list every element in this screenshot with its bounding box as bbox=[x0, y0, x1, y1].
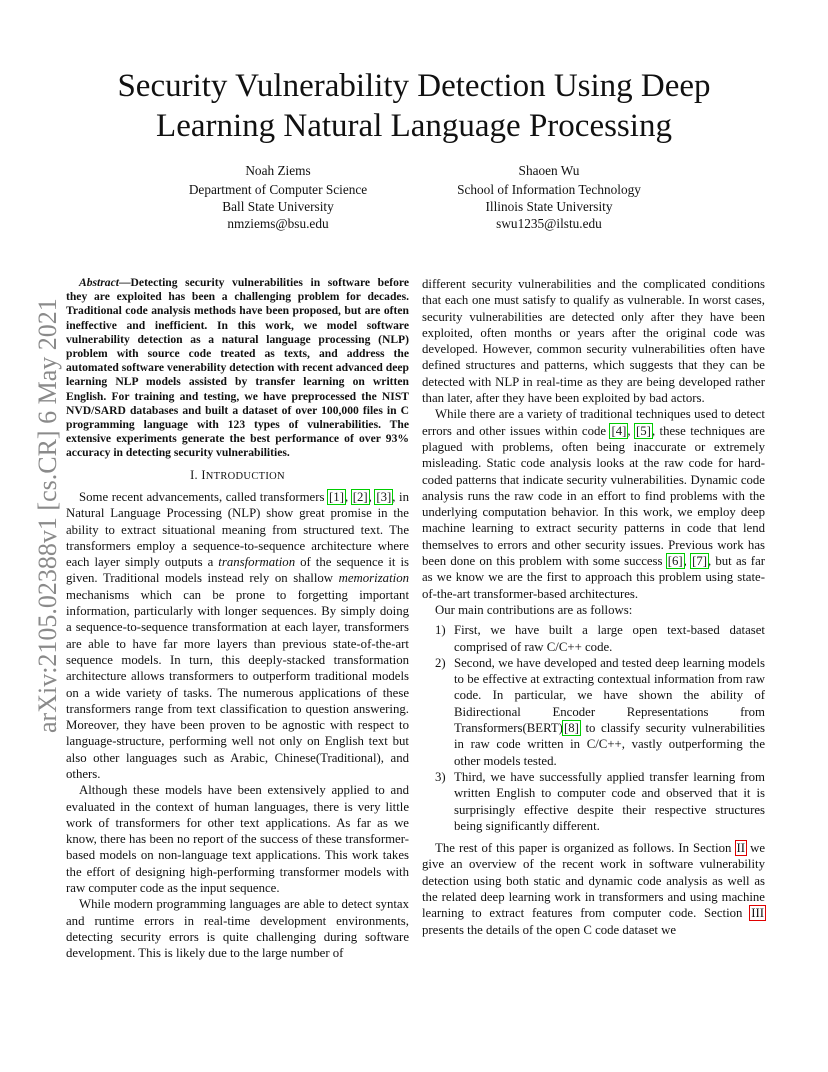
section-link[interactable]: II bbox=[736, 841, 746, 856]
abstract bbox=[66, 276, 409, 461]
left-column bbox=[66, 276, 409, 962]
author-institution: Illinois State University bbox=[485, 199, 613, 214]
contributions-intro: Our main contributions are as follows: bbox=[435, 602, 633, 617]
citation-link[interactable]: [6] bbox=[667, 554, 683, 569]
author-department: Department of Computer Science bbox=[188, 182, 368, 197]
section-heading-introduction: I. INTRODUCTION bbox=[190, 467, 285, 482]
author-department: School of Information Technology bbox=[457, 182, 641, 197]
paper-title: Security Vulnerability Detection Using Deep Learning Natural Language Processing bbox=[117, 68, 711, 144]
author-email: nmziems@bsu.edu bbox=[227, 216, 329, 231]
intro-paragraph-2: Although these models have been extensively applied to and evaluated in the context of human languages, there is very little work of transformers for other text applications. As far as we know, there has been no report of the success of these transformer-based models on non-language text applications. This work takes the effort of designing high-performing transformer models with raw computer code as the input sequence. bbox=[66, 783, 409, 896]
author-name: Noah Ziems bbox=[245, 163, 311, 178]
citation-link[interactable]: [2] bbox=[352, 489, 368, 504]
intro-paragraph-5: While there are a variety of traditional techniques used to detect errors and other issues within code [4], [5], these techniques are plagued with problems, often being inaccurate or extremely misleading. Static code analysis looks at the raw code for hard-coded patterns that indicate security vulnerabilities. Dynamic code analysis runs the raw code in an effort to find problems with the underlying computation behavior. In this work, we employ deep machine learning to extract security patterns in code that lend themselves to errors and other security issues. Previous work has been done on this problem with some success [6], [7], but as far as we know we are the first to approach this problem using state-of-the-art transformer-based architectures. bbox=[422, 407, 766, 601]
author-block-1 bbox=[148, 162, 408, 232]
abstract-text: —Detecting security vulnerabilities in software before they are exploited has been a challenging problem for decades. Traditional code analysis methods have been proposed, but are often ineffective and inefficient. In this work, we model software vulnerability detection as a natural language processing (NLP) problem with source code treated as texts, and address the automated software venerability detection with recent advanced deep learning NLP models assisted by transfer learning on written English. For training and testing, we have preprocessed the NIST NVD/SARD databases and built a dataset of over 100,000 files in C programming language with 123 types of vulnerabilities. The extensive experiments generate the best performance of over 93% accuracy in detecting security vulnerabilities. bbox=[66, 276, 409, 460]
citation-link[interactable]: [1] bbox=[329, 489, 344, 504]
intro-paragraph-4: different security vulnerabilities and the complicated conditions that each one must satisfy to qualify as vulnerable. In worst cases, security vulnerabilities are detected only after they have been exploited, often months or years after the original code was developed. However, common security vulnerabilities often have defined structures and patterns, which suggests that they can be detected with NLP in real-time as they are being developed rather than later, after they have been exploited by bad actors. bbox=[422, 277, 765, 406]
intro-paragraph-3: While modern programming languages are able to detect syntax and runtime errors in real-time development environments, detecting security errors is quite challenging during software development. This is likely due to the large number of bbox=[66, 897, 409, 961]
citation-link[interactable]: [7] bbox=[692, 554, 707, 569]
contributions-list bbox=[422, 622, 765, 834]
right-column bbox=[422, 276, 765, 938]
author-name: Shaoen Wu bbox=[518, 163, 580, 178]
organization-paragraph: The rest of this paper is organized as follows. In Section II we give an overview of the recent work in software vulnerability detection using both static and dynamic code analysis as well as the related deep learning work in transformers and using machine learning to extract features from computer code. Section III presents the details of the open C code dataset we bbox=[422, 841, 765, 937]
list-item: 3) Third, we have successfully applied transfer learning from written English to computer code and observed that it is surprisingly effective despite their respective structures being significantly different. bbox=[435, 769, 765, 833]
arxiv-identifier: arXiv:2105.02388v1 [cs.CR] 6 May 2021 bbox=[33, 298, 62, 733]
author-block-2 bbox=[418, 162, 680, 232]
abstract-lead: Abstract bbox=[79, 276, 119, 289]
list-item: 1) First, we have built a large open text-based dataset comprised of raw C/C++ code. bbox=[435, 623, 765, 654]
citation-link[interactable]: [3] bbox=[376, 489, 392, 504]
intro-paragraph-1: Some recent advancements, called transformers [1], [2], [3], in Natural Language Processing (NLP) show great promise in the ability to extract situational meaning from structured text. The transformers employ a sequence-to-sequence architecture where each layer simply outputs a transformation of the sequence it is given. Traditional models instead rely on shallow memorization mechanisms which can be prone to forgetting important information, particularly with longer sequences. By simply doing a sequence-to-sequence transformation at each layer, transformers are able to have far more layers than previous state-of-the-art sequence models. In turn, this deeply-stacked transformation architecture allows transformers to outperform traditional models on a wide variety of tasks. The numerous applications of these transformers range from text classification to question answering. Moreover, they have been proven to be agnostic with respect to language-structure, performing well not only on English text but also other languages such as Arabic, Chinese(Traditional), and others. bbox=[66, 489, 409, 781]
author-email: swu1235@ilstu.edu bbox=[496, 216, 602, 231]
citation-link[interactable]: [4] bbox=[611, 423, 627, 438]
author-institution: Ball State University bbox=[222, 199, 334, 214]
list-item: 2) Second, we have developed and tested deep learning models to be effective at extracting contextual information from raw code. In particular, we have shown the ability of Bidirectional Encoder Representations from Transformers(BERT)[8] to classify security vulnerabilities in raw code written in C/C++, vastly outperforming the other models tested. bbox=[435, 655, 765, 768]
citation-link[interactable]: [5] bbox=[636, 423, 651, 438]
citation-link[interactable]: [8] bbox=[563, 721, 579, 736]
section-link[interactable]: III bbox=[751, 906, 764, 921]
